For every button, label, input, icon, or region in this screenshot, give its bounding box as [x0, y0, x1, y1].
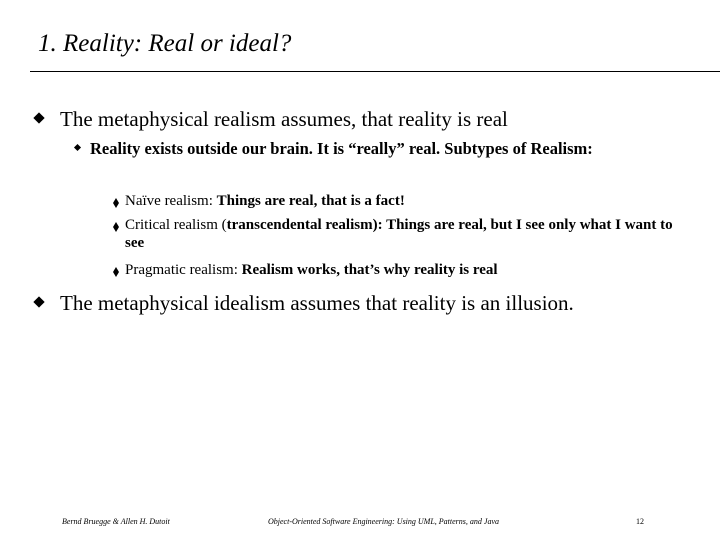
bullet-idealism: [60, 291, 574, 315]
item-naive-realism: [125, 192, 685, 210]
item-bold-text: Realism works, that’s why reality is real: [241, 262, 498, 278]
title-divider: [30, 71, 720, 72]
bullet-text: The metaphysical idealism assumes that reality is an illusion.: [60, 291, 574, 315]
double-triangle-bullet-icon: [113, 198, 119, 203]
page-number: 12: [636, 517, 644, 526]
double-triangle-bullet-icon: [113, 267, 119, 272]
slide-title: 1. Reality: Real or ideal?: [38, 30, 292, 57]
bullet-text: The metaphysical realism assumes, that reality is real: [60, 107, 508, 131]
item-bold-text: Things are real, that is a fact!: [216, 193, 405, 209]
diamond-bullet-icon: [33, 296, 44, 307]
sub-bullet-reality-outside-brain: [90, 139, 650, 159]
item-pragmatic-realism: [125, 261, 685, 279]
double-triangle-bullet-icon: [113, 222, 119, 227]
diamond-bullet-icon: [33, 112, 44, 123]
item-critical-realism: [125, 216, 685, 252]
small-diamond-bullet-icon: [74, 144, 81, 151]
sub-bullet-text: Reality exists outside our brain. It is “really” real. Subtypes of Realism:: [90, 139, 593, 158]
bullet-realism: [60, 107, 508, 131]
footer-book-title: Object-Oriented Software Engineering: Using UML, Patterns, and Java: [268, 517, 499, 526]
item-plain-text: Naïve realism:: [125, 193, 217, 209]
item-plain-text: Pragmatic realism:: [125, 262, 242, 278]
item-bold-text: transcendental realism): Things are real, but I see only what I want to see: [125, 217, 673, 251]
footer-authors: Bernd Bruegge & Allen H. Dutoit: [62, 517, 170, 526]
item-plain-text: Critical realism (: [125, 217, 227, 233]
